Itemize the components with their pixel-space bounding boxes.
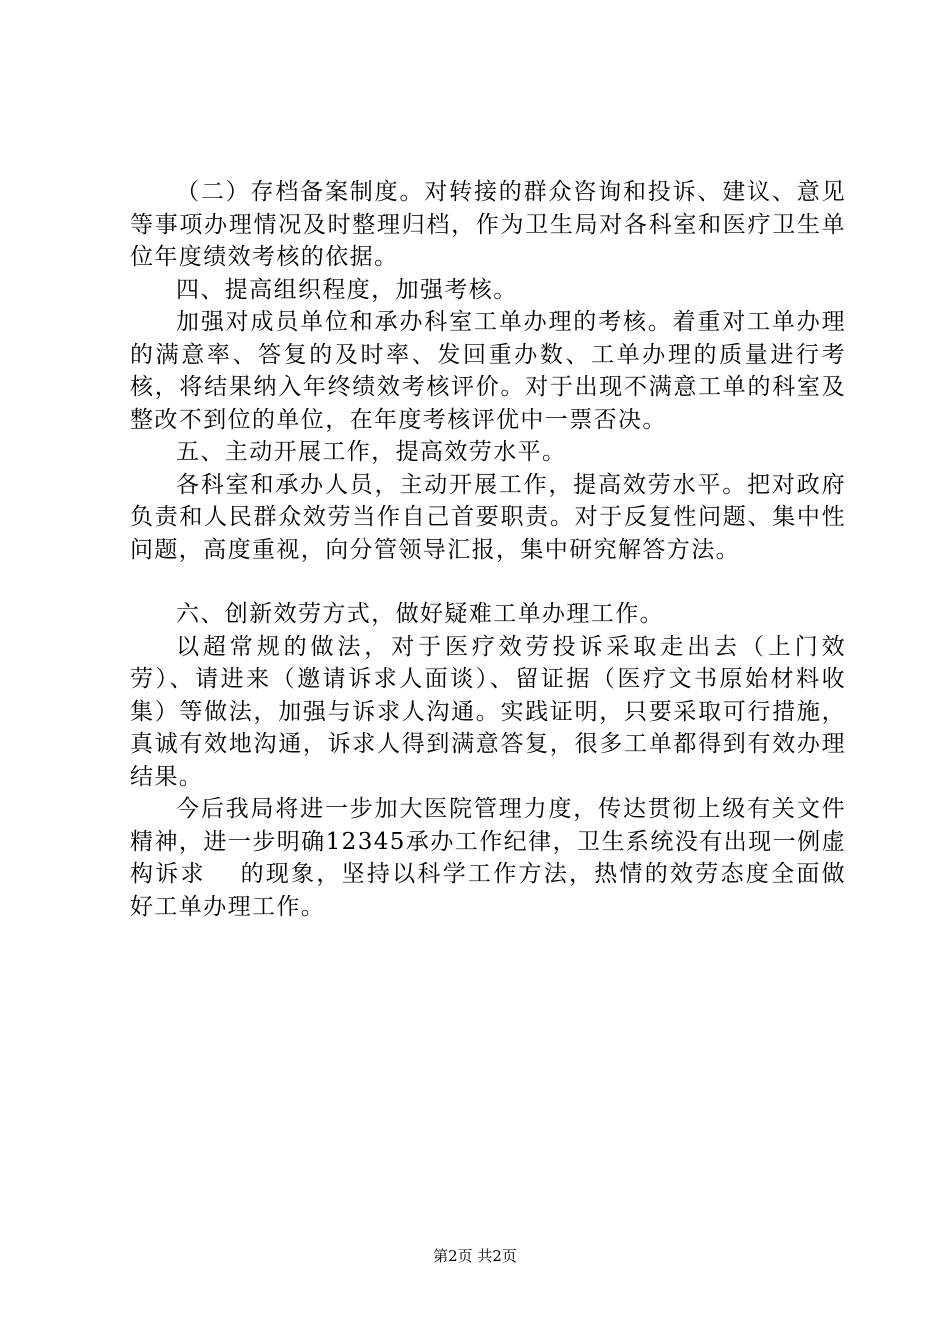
paragraph-archive-system: （二）存档备案制度。对转接的群众咨询和投诉、建议、意见等事项办理情况及时整理归档，作为卫生局对各科室和医疗卫生单位年度绩效考核的依据。: [130, 179, 846, 270]
paragraph-assessment: 加强对成员单位和承办科室工单办理的考核。着重对工单办理的满意率、答复的及时率、发回重办数、工单办理的质量进行考核，将结果纳入年终绩效考核评价。对于出现不满意工单的科室及整改不到位的单位，在年度考核评优中一票否决。: [130, 309, 846, 433]
heading-section-five: 五、主动开展工作，提高效劳水平。: [176, 439, 567, 465]
heading-section-six: 六、创新效劳方式，做好疑难工单办理工作。: [176, 601, 664, 627]
paragraph-innovative-service: 以超常规的做法，对于医疗效劳投诉采取走出去（上门效劳）、请进来（邀请诉求人面谈）、留证据（医疗文书原始材料收集）等做法，加强与诉求人沟通。实践证明，只要采取可行措施，真诚有效地沟通，诉求人得到满意答复，很多工单都得到有效办理结果。: [130, 633, 846, 790]
heading-section-four: 四、提高组织程度，加强考核。: [176, 276, 518, 303]
document-body: [130, 176, 846, 923]
page-number-footer: 第2页 共2页: [433, 1247, 517, 1265]
paragraph-conclusion: 今后我局将进一步加大医院管理力度，传达贯彻上级有关文件精神，进一步明确12345承办工作纪律，卫生系统没有出现一例虚构诉求 的现象，坚持以科学工作方法，热情的效劳态度全面做好工单办理工作。: [130, 796, 846, 920]
paragraph-proactive-work: 各科室和承办人员，主动开展工作，提高效劳水平。把对政府负责和人民群众效劳当作自己首要职责。对于反复性问题、集中性问题，高度重视，向分管领导汇报，集中研究解答方法。: [130, 471, 846, 563]
